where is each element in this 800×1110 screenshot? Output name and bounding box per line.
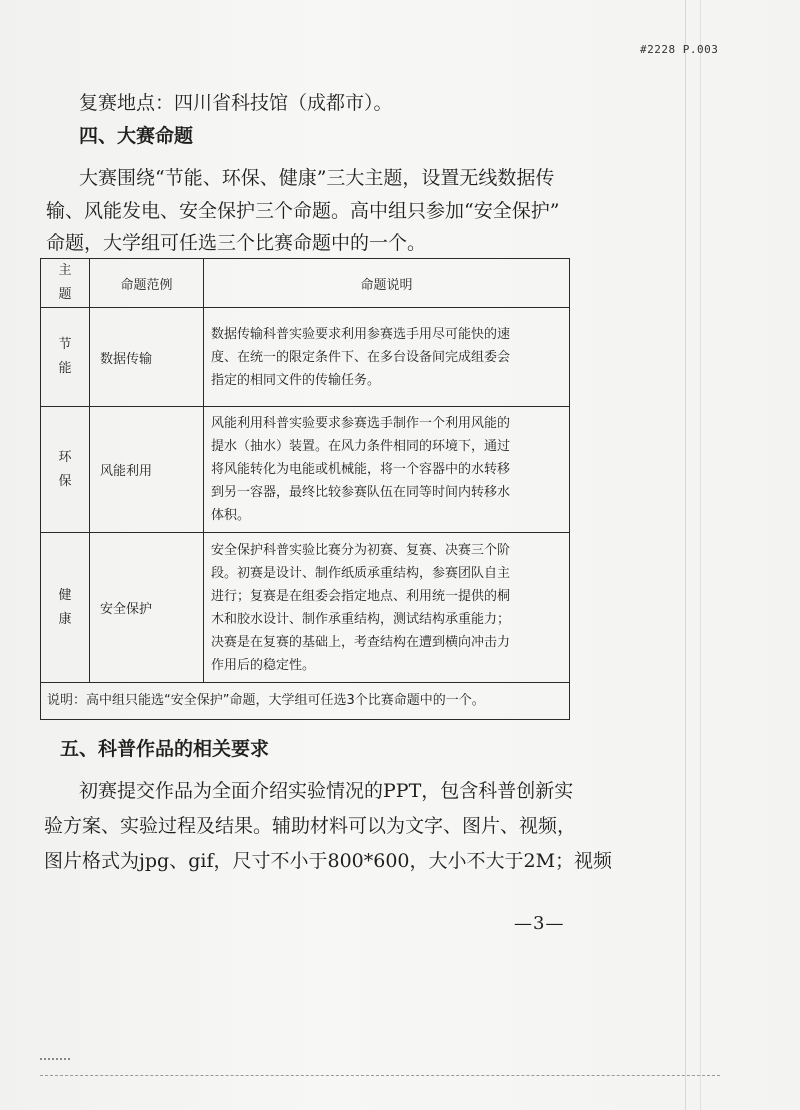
description-line: 作用后的稳定性。 (211, 657, 316, 673)
table-note-row (41, 683, 570, 720)
description-line: 体积。 (211, 508, 251, 523)
scan-edge-dash (40, 1058, 70, 1060)
header-theme-char: 题 (58, 287, 72, 302)
description-line: 进行；复赛是在组委会指定地点、利用统一提供的桐 (211, 588, 511, 604)
description-line: 到另一容器，最终比较参赛队伍在同等时间内转移水 (211, 485, 511, 500)
theme-char: 康 (58, 611, 72, 627)
section5-heading: 五、科普作品的相关要求 (60, 738, 270, 760)
section4-paragraph-line: 命题，大学组可任选三个比赛命题中的一个。 (46, 232, 427, 254)
description-line: 提水（抽水）装置。在风力条件相同的环境下，通过 (211, 439, 511, 454)
table-row (41, 533, 570, 683)
theme-cell (41, 533, 90, 683)
theme-char: 能 (58, 361, 72, 376)
table-row (41, 308, 570, 407)
page-number: —3— (514, 913, 565, 934)
section5-paragraph-line: 验方案、实验过程及结果。辅助材料可以为文字、图片、视频， (44, 815, 577, 837)
theme-char: 环 (58, 449, 72, 465)
description-line: 安全保护科普实验比赛分为初赛、复赛、决赛三个阶 (211, 542, 511, 558)
section4-paragraph-line: 大赛围绕“节能、环保、健康”三大主题，设置无线数据传 (79, 167, 555, 189)
theme-char: 健 (58, 587, 72, 603)
description-line: 指定的相同文件的传输任务。 (211, 372, 381, 388)
venue-line: 复赛地点：四川省科技馆（成都市）。 (79, 92, 393, 114)
section4-paragraph-line: 输、风能发电、安全保护三个命题。高中组只参加“安全保护” (46, 200, 560, 222)
table-row (41, 407, 570, 533)
description-line: 段。初赛是设计、制作纸质承重结构，参赛团队自主 (211, 565, 511, 581)
table-header-row (41, 259, 570, 308)
header-theme-char: 主 (58, 263, 72, 278)
description-cell (204, 407, 570, 533)
theme-char: 节 (58, 337, 72, 352)
theme-char: 保 (58, 473, 72, 489)
header-description: 命题说明 (204, 259, 570, 308)
header-example: 命题范例 (90, 259, 204, 308)
example-cell: 风能利用 (90, 407, 204, 533)
description-cell (204, 533, 570, 683)
section4-heading: 四、大赛命题 (79, 125, 194, 147)
table-note: 说明：高中组只能选“安全保护”命题，大学组可任选3个比赛命题中的一个。 (41, 683, 570, 720)
description-line: 数据传输科普实验要求利用参赛选手用尽可能快的速 (211, 326, 511, 342)
example-cell: 安全保护 (90, 533, 204, 683)
section5-paragraph-line: 初赛提交作品为全面介绍实验情况的PPT，包含科普创新实 (79, 780, 574, 802)
topics-table (40, 258, 570, 720)
scan-edge-line (685, 0, 686, 1110)
scan-edge-line (700, 0, 701, 1110)
theme-cell (41, 407, 90, 533)
description-cell (204, 308, 570, 407)
theme-cell (41, 308, 90, 407)
header-theme (41, 259, 90, 308)
description-line: 度、在统一的限定条件下、在多台设备间完成组委会 (211, 349, 511, 365)
description-line: 决赛是在复赛的基础上，考查结构在遭到横向冲击力 (211, 634, 511, 650)
description-line: 风能利用科普实验要求参赛选手制作一个利用风能的 (211, 416, 511, 431)
example-cell: 数据传输 (90, 308, 204, 407)
description-line: 木和胶水设计、制作承重结构，测试结构承重能力； (211, 611, 511, 627)
description-line: 将风能转化为电能或机械能，将一个容器中的水转移 (211, 462, 511, 477)
section5-paragraph-line: 图片格式为jpg、gif，尺寸不小于800*600，大小不大于2M；视频 (44, 850, 613, 872)
scan-edge-dash (40, 1075, 720, 1076)
fax-header: #2228 P.003 (640, 43, 719, 56)
